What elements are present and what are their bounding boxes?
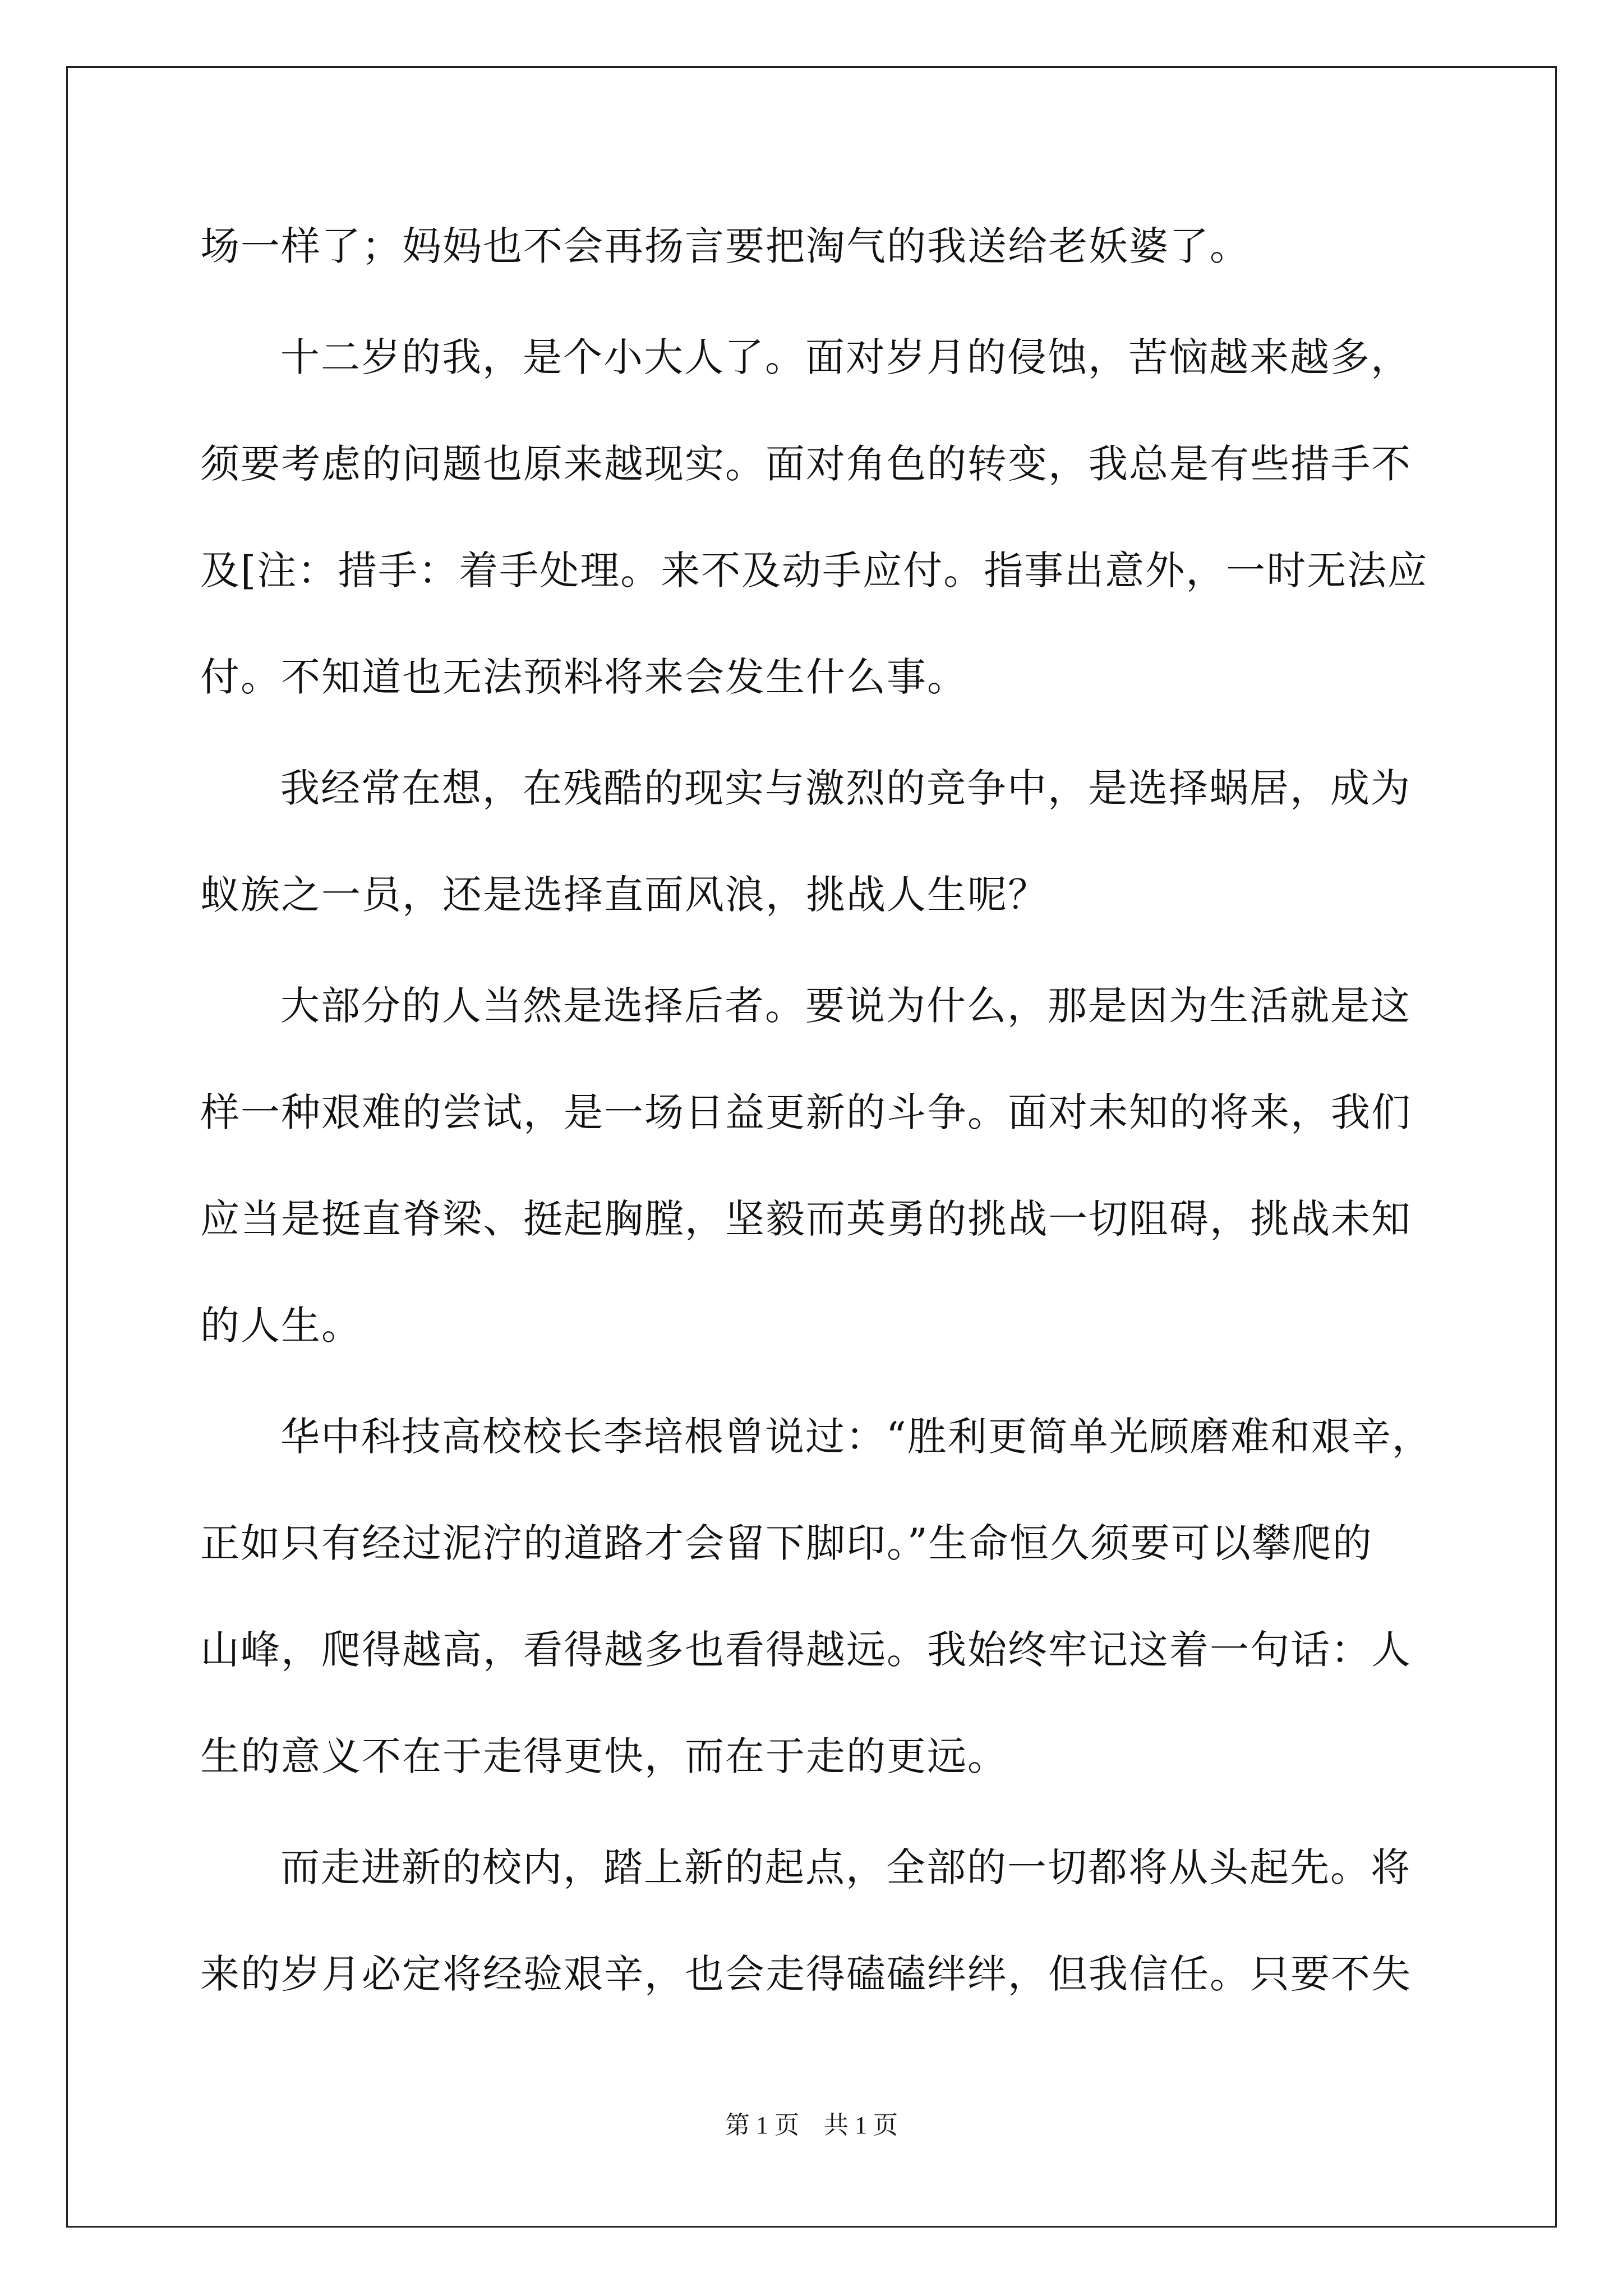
page-number-footer: 第 1 页 共 1 页: [725, 2111, 898, 2139]
document-body: [200, 216, 1434, 2004]
text-line: 大部分的人当然是选择后者。要说为什么，那是因为生活就是这: [280, 983, 1411, 1029]
paragraph: [200, 976, 1434, 1356]
text-line: 华中科技高校校长李培根曾说过：“胜利更简单光顾磨难和艰辛，: [280, 1414, 1432, 1460]
paragraph: [200, 1406, 1434, 1787]
text-line: 及[注：措手：着手处理。来不及动手应付。指事出意外，一时无法应: [200, 547, 1428, 593]
text-line: 蚁族之一员，还是选择直面风浪，挑战人生呢？: [200, 872, 1048, 918]
text-line: 正如只有经过泥泞的道路才会留下脚印。”生命恒久须要可以攀爬的: [200, 1520, 1373, 1566]
paragraph: [200, 758, 1434, 925]
text-line: 须要考虑的问题也原来越现实。面对角色的转变，我总是有些措手不: [200, 441, 1412, 487]
text-line: 十二岁的我，是个小大人了。面对岁月的侵蚀，苦恼越来越多，: [280, 334, 1411, 380]
text-line: 场一样了；妈妈也不会再扬言要把淘气的我送给老妖婆了。: [200, 223, 1250, 269]
text-line: 付。不知道也无法预料将来会发生什么事。: [200, 654, 967, 700]
text-line: 来的岁月必定将经验艰辛，也会走得磕磕绊绊，但我信任。只要不失: [200, 1951, 1412, 1997]
paragraph: [200, 327, 1434, 707]
text-line: 我经常在想，在残酷的现实与激烈的竞争中，是选择蜗居，成为: [280, 765, 1411, 811]
text-line: 的人生。: [200, 1303, 362, 1349]
paragraph: [200, 216, 1434, 277]
text-line: 生的意义不在于走得更快，而在于走的更远。: [200, 1733, 1008, 1779]
text-line: 应当是挺直脊梁、挺起胸膛，坚毅而英勇的挑战一切阻碍，挑战未知: [200, 1196, 1412, 1242]
text-line: 样一种艰难的尝试，是一场日益更新的斗争。面对未知的将来，我们: [200, 1089, 1412, 1135]
text-line: 而走进新的校内，踏上新的起点，全部的一切都将从头起先。将: [280, 1844, 1411, 1890]
text-line: 山峰，爬得越高，看得越多也看得越远。我始终牢记这着一句话：人: [200, 1627, 1412, 1673]
paragraph: [200, 1837, 1434, 2004]
